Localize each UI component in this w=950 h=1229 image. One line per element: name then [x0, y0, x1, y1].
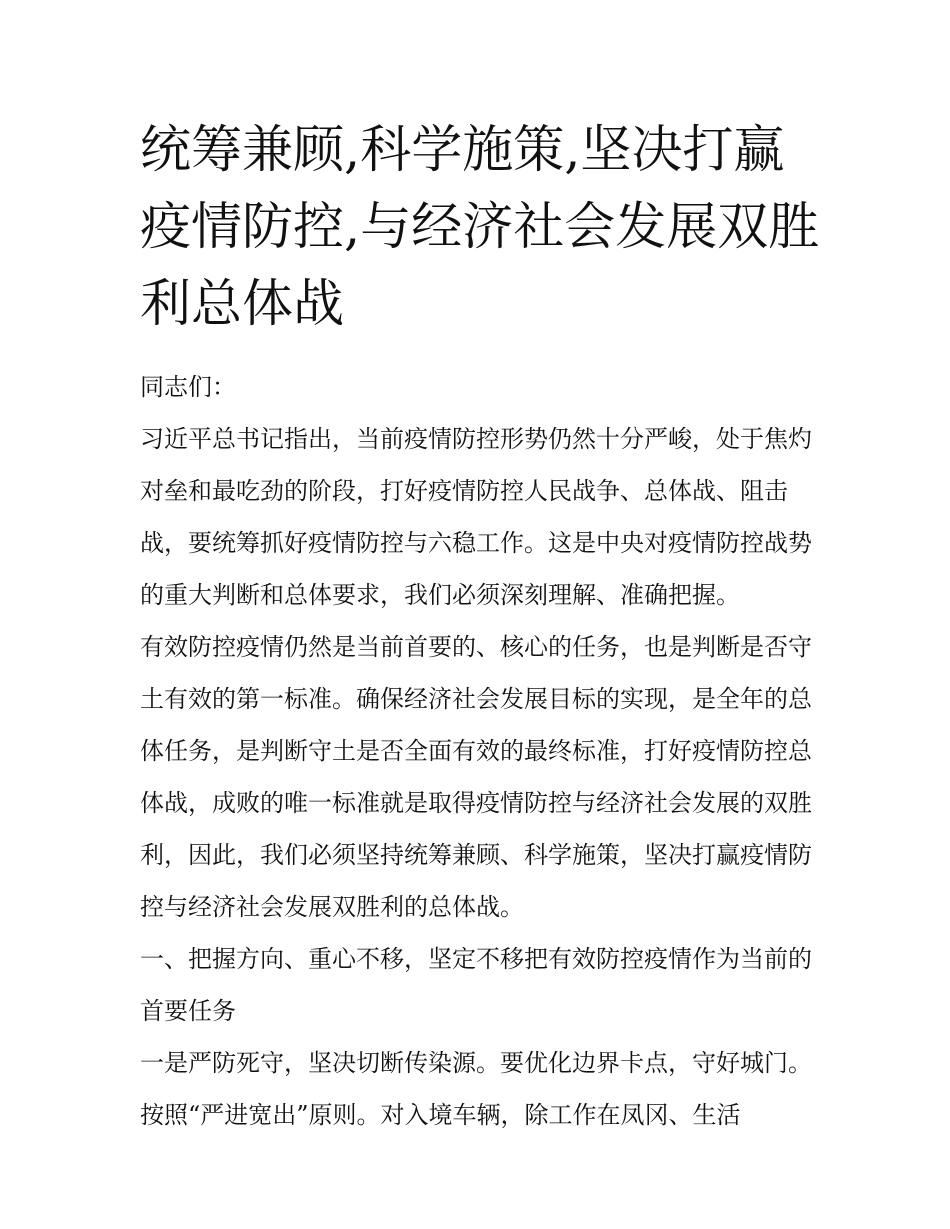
section-heading-1: 一、把握方向、重心不移，坚定不移把有效防控疫情作为当前的首要任务 — [140, 945, 812, 1025]
salutation: 同志们： — [140, 373, 236, 401]
paragraph-2: 有效防控疫情仍然是当前首要的、核心的任务，也是判断是否守土有效的第一标准。确保经济社会发展目标的实现，是全年的总体任务，是判断守土是否全面有效的最终标准，打好疫情防控总体战，成败的唯一标准就是取得疫情防控与经济社会发展的双胜利，因此，我们必须坚持统筹兼顾、科学施策，坚决打赢疫情防控与经济社会发展双胜利的总体战。 — [140, 633, 812, 921]
paragraph-1: 习近平总书记指出，当前疫情防控形势仍然十分严峻，处于焦灼对垒和最吃劲的阶段，打好疫情防控人民战争、总体战、阻击战，要统筹抓好疫情防控与六稳工作。这是中央对疫情防控战势的重大判断和总体要求，我们必须深刻理解、准确把握。 — [140, 425, 812, 609]
paragraph-3: 一是严防死守，坚决切断传染源。要优化边界卡点，守好城门。按照“严进宽出”原则。对入境车辆，除工作在凤冈、生活 — [140, 1049, 812, 1129]
document-title: 统筹兼顾,科学施策,坚决打赢疫情防控,与经济社会发展双胜利总体战 — [140, 121, 820, 334]
document-body — [140, 361, 820, 1141]
